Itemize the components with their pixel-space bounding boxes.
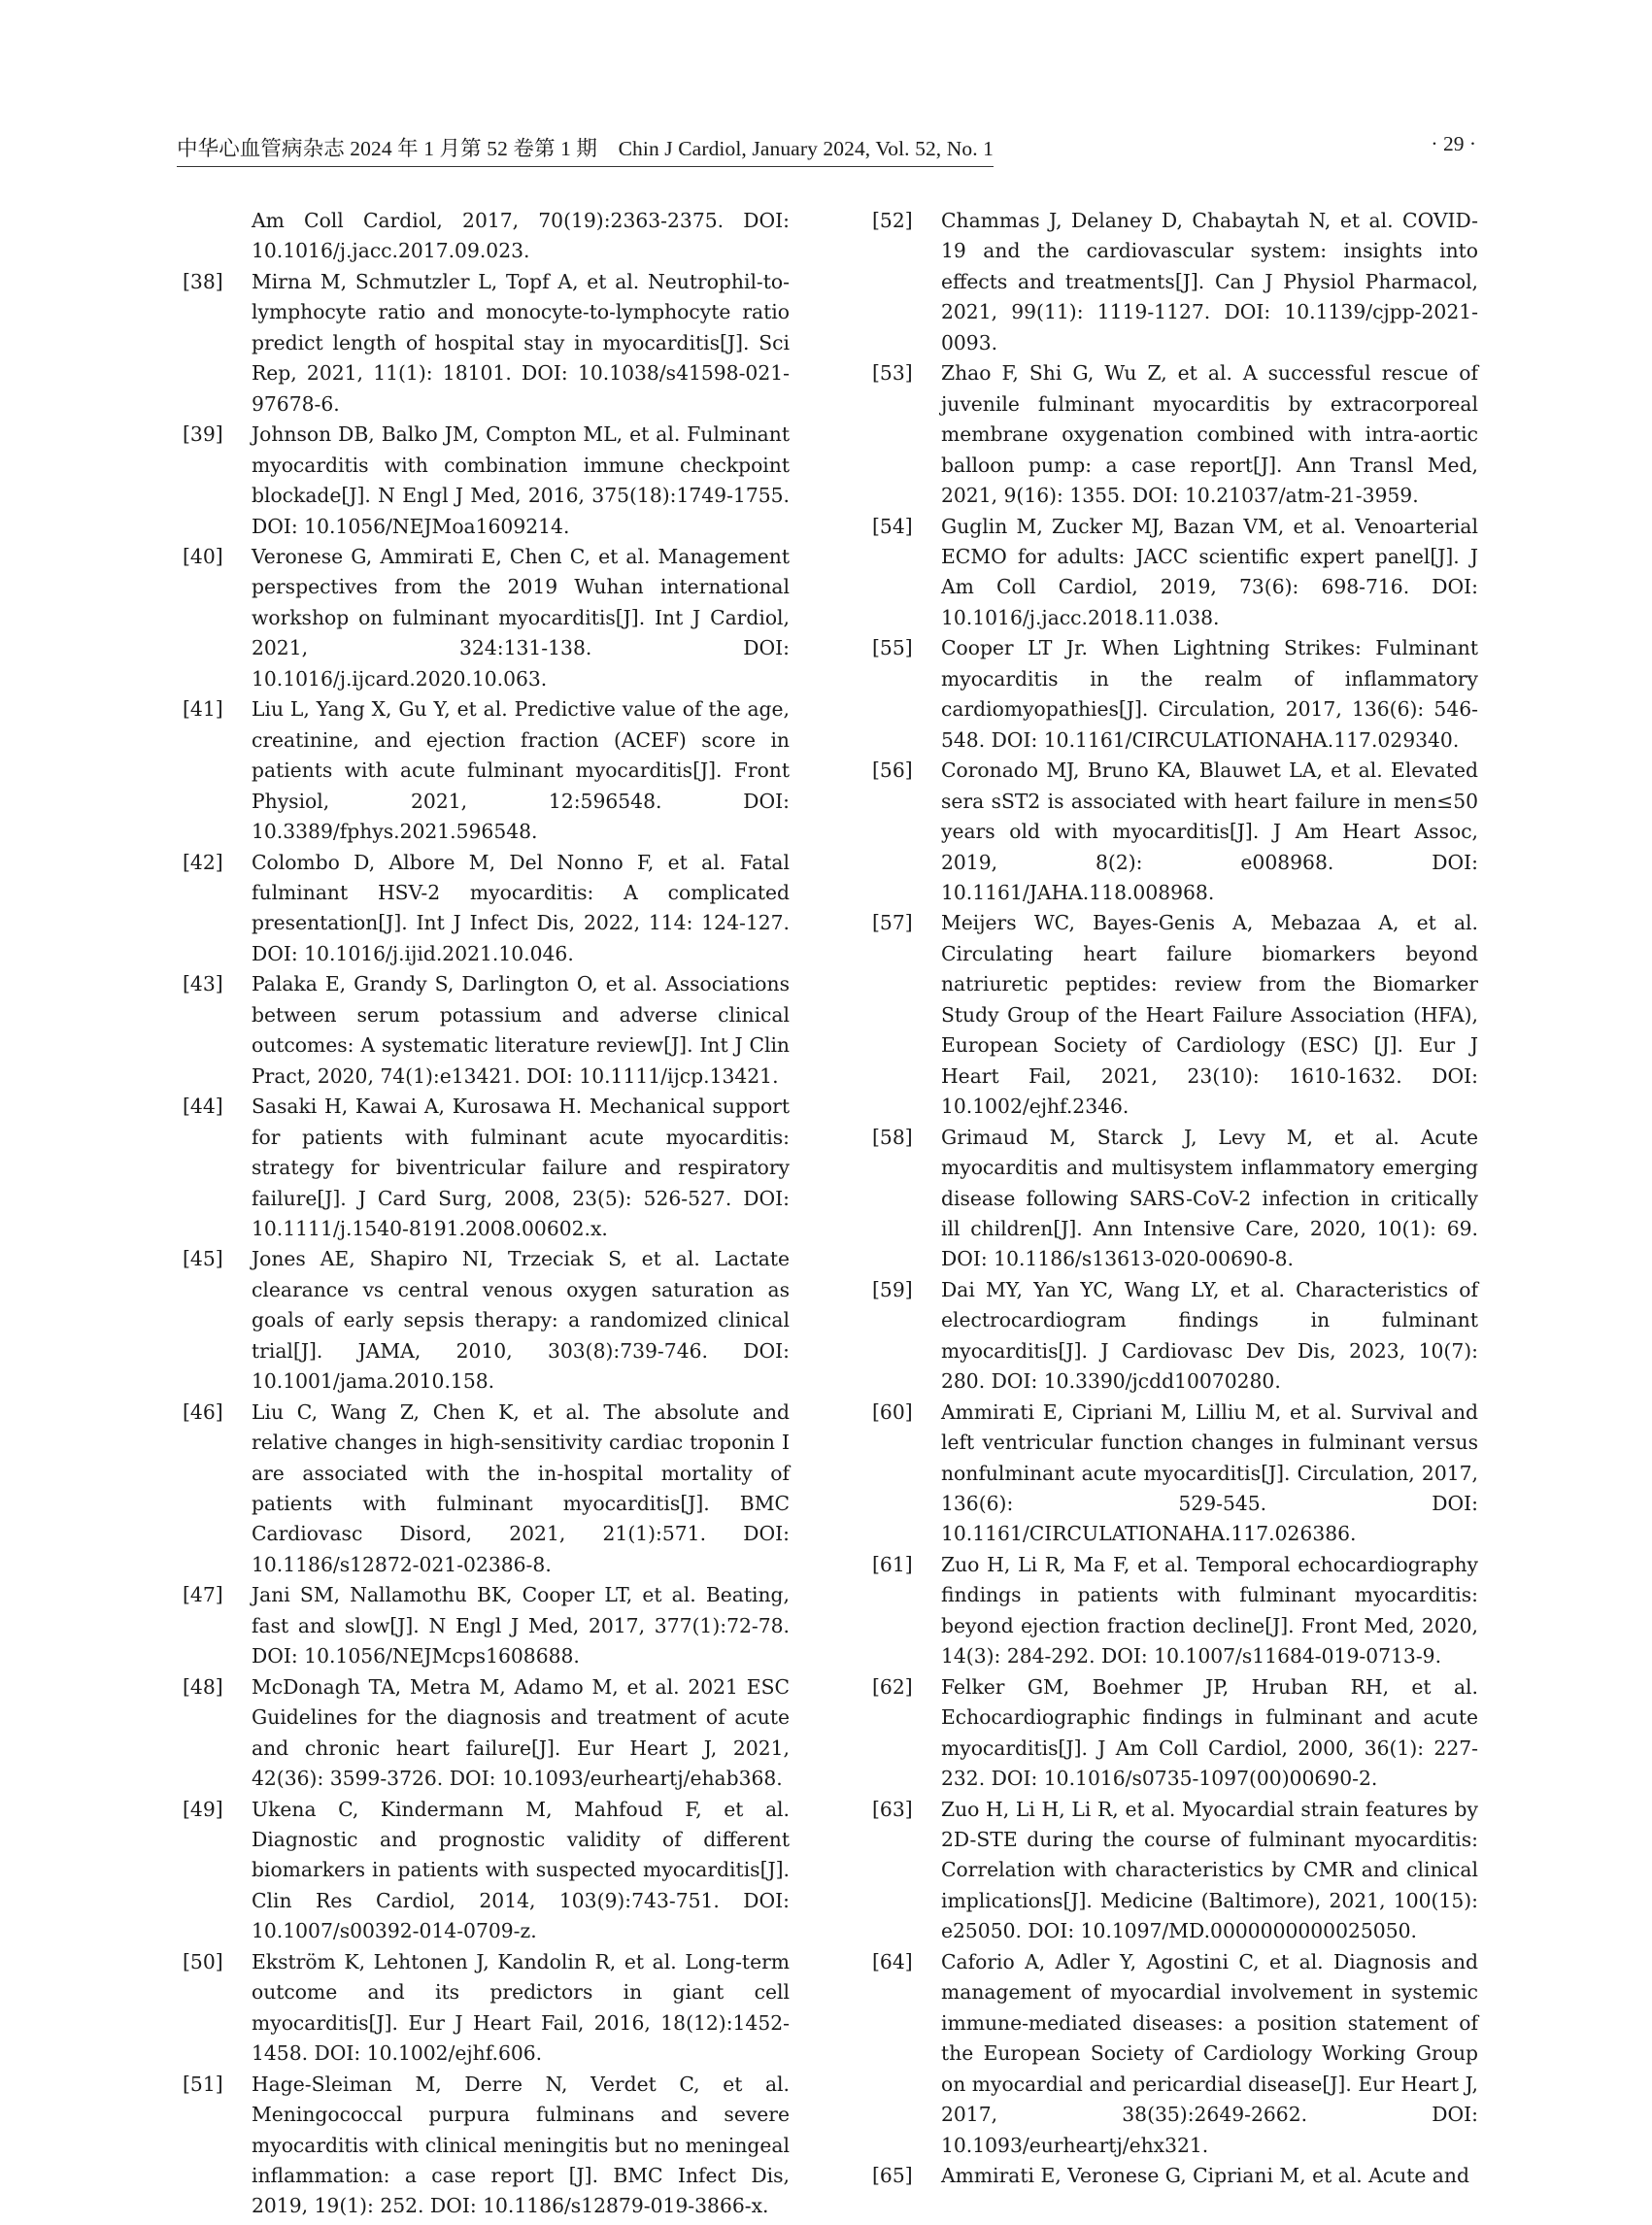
reference-text: Guglin M, Zucker MJ, Bazan VM, et al. Venoarterial ECMO for adults: JACC scientific expert panel[J]. J Am Coll Cardiol, 2019, 73(6): 698-716. DOI: 10.1016/j.jacc.2018.11.038. [941, 514, 1478, 629]
running-header [177, 132, 1476, 167]
reference-text: Hage-Sleiman M, Derre N, Verdet C, et al. Meningococcal purpura fulminans and severe myocarditis with clinical meningitis but no meningeal inflammation: a case report [J]. BMC Infect Dis, 2019, 19(1): 252. DOI: 10.1186/s12879-019-3866-x. [252, 2072, 790, 2218]
reference-number: [58] [872, 1125, 913, 1149]
reference-entry [872, 1123, 1478, 1275]
reference-text: Grimaud M, Starck J, Levy M, et al. Acute myocarditis and multisystem inflammatory emerging disease following SARS-CoV-2 infection in critically ill children[J]. Ann Intensive Care, 2020, 10(1): 69. DOI: 10.1186/s13613-020-00690-8. [941, 1125, 1478, 1271]
reference-number: [57] [872, 911, 913, 935]
reference-number: [49] [183, 1797, 223, 1821]
reference-number: [65] [872, 2164, 913, 2187]
reference-number: [44] [183, 1095, 223, 1119]
reference-text: Jones AE, Shapiro NI, Trzeciak S, et al. Lactate clearance vs central venous oxygen saturation as goals of early sepsis therapy: a randomized clinical trial[J]. JAMA, 2010, 303(8):739-746. DOI: 10.1001/jama.2010.158. [252, 1247, 790, 1394]
reference-entry [183, 2070, 790, 2222]
reference-number: [52] [872, 209, 913, 232]
reference-text: Meijers WC, Bayes-Genis A, Mebazaa A, et al. Circulating heart failure biomarkers beyond natriuretic peptides: review from the Biomarker Study Group of the Heart Failure Association (HFA), European Society of Cardiology (ESC) [J]. Eur J Heart Fail, 2021, 23(10): 1610-1632. DOI: 10.1002/ejhf.2346. [941, 911, 1478, 1119]
reference-entry [183, 848, 790, 970]
reference-continuation [183, 206, 790, 267]
reference-entry [872, 512, 1478, 634]
reference-text: Colombo D, Albore M, Del Nonno F, et al. Fatal fulminant HSV-2 myocarditis: A complicated presentation[J]. Int J Infect Dis, 2022, 114: 124-127. DOI: 10.1016/j.ijid.2021.10.046. [252, 850, 790, 965]
page-number: · 29 · [1431, 132, 1476, 155]
reference-entry [872, 908, 1478, 1122]
reference-number: [54] [872, 514, 913, 538]
reference-text: Cooper LT Jr. When Lightning Strikes: Fulminant myocarditis in the realm of inflammatory cardiomyopathies[J]. Circulation, 2017, 136(6): 546-548. DOI: 10.1161/CIRCULATIONAHA.117.029340. [941, 636, 1478, 752]
reference-entry [183, 267, 790, 420]
reference-text: Caforio A, Adler Y, Agostini C, et al. Diagnosis and management of myocardial involvement in systemic immune-mediated diseases: a position statement of the European Society of Cardiology Working Group on myocardial and pericardial disease[J]. Eur Heart J, 2017, 38(35):2649-2662. DOI: 10.1093/eurheartj/ehx321. [941, 1949, 1478, 2157]
reference-entry [183, 1672, 790, 1795]
reference-text: Sasaki H, Kawai A, Kurosawa H. Mechanical support for patients with fulminant acute myocarditis: strategy for biventricular failure and respiratory failure[J]. J Card Surg, 2008, 23(5): 526-527. DOI: 10.1111/j.1540-8191.2008.00602.x. [252, 1095, 790, 1240]
reference-text: Ammirati E, Cipriani M, Lilliu M, et al. Survival and left ventricular function changes in fulminant versus nonfulminant acute myocarditis[J]. Circulation, 2017, 136(6): 529-545. DOI: 10.1161/CIRCULATIONAHA.117.026386. [941, 1399, 1478, 1546]
reference-entry [183, 1795, 790, 1947]
reference-entry [872, 1672, 1478, 1795]
reference-text: Palaka E, Grandy S, Darlington O, et al. Associations between serum potassium and adverse clinical outcomes: A systematic literature review[J]. Int J Clin Pract, 2020, 74(1):e13421. DOI: 10.1111/ijcp.13421. [252, 972, 790, 1088]
reference-entry [872, 358, 1478, 511]
reference-entry [872, 1550, 1478, 1672]
reference-number: [40] [183, 544, 223, 568]
reference-text: Dai MY, Yan YC, Wang LY, et al. Characteristics of electrocardiogram findings in fulminant myocarditis[J]. J Cardiovasc Dev Dis, 2023, 10(7): 280. DOI: 10.3390/jcdd10070280. [941, 1277, 1478, 1394]
reference-text: Coronado MJ, Bruno KA, Blauwet LA, et al. Elevated sera sST2 is associated with heart failure in men≤50 years old with myocarditis[J]. J Am Heart Assoc, 2019, 8(2): e008968. DOI: 10.1161/JAHA.118.008968. [941, 759, 1478, 904]
reference-entry [183, 1580, 790, 1671]
reference-number: [60] [872, 1399, 913, 1424]
reference-entry [872, 2161, 1478, 2191]
reference-number: [56] [872, 759, 913, 783]
reference-entry [872, 633, 1478, 756]
reference-entry [183, 1092, 790, 1244]
reference-number: [63] [872, 1797, 913, 1821]
reference-number: [42] [183, 850, 223, 874]
reference-entry [872, 1947, 1478, 2161]
reference-text: Veronese G, Ammirati E, Chen C, et al. Management perspectives from the 2019 Wuhan international workshop on fulminant myocarditis[J]. Int J Cardiol, 2021, 324:131-138. DOI: 10.1016/j.ijcard.2020.10.063. [252, 544, 790, 691]
reference-text: Jani SM, Nallamothu BK, Cooper LT, et al. Beating, fast and slow[J]. N Engl J Med, 2017, 377(1):72-78. DOI: 10.1056/NEJMcps1608688. [252, 1583, 790, 1669]
reference-text: Ukena C, Kindermann M, Mahfoud F, et al. Diagnostic and prognostic validity of different biomarkers in patients with suspected myocarditis[J]. Clin Res Cardiol, 2014, 103(9):743-751. DOI: 10.1007/s00392-014-0709-z. [252, 1797, 790, 1943]
reference-text: Am Coll Cardiol, 2017, 70(19):2363-2375. DOI: 10.1016/j.jacc.2017.09.023. [252, 209, 790, 263]
reference-entry [872, 1398, 1478, 1550]
reference-entry [872, 1795, 1478, 1947]
reference-entry [183, 542, 790, 694]
reference-number: [53] [872, 361, 913, 386]
reference-text: McDonagh TA, Metra M, Adamo M, et al. 2021 ESC Guidelines for the diagnosis and treatment of acute and chronic heart failure[J]. Eur Heart J, 2021, 42(36): 3599-3726. DOI: 10.1093/eurheartj/ehab368. [252, 1674, 790, 1791]
reference-number: [39] [183, 422, 223, 447]
reference-entry [183, 420, 790, 542]
reference-entry [872, 756, 1478, 908]
reference-number: [59] [872, 1277, 913, 1301]
reference-number: [47] [183, 1583, 223, 1607]
reference-list-left-column [183, 206, 790, 2222]
reference-list-right-column [872, 206, 1478, 2191]
reference-number: [50] [183, 1949, 223, 1973]
reference-number: [55] [872, 636, 913, 660]
reference-number: [38] [183, 269, 223, 293]
reference-entry [183, 1947, 790, 2070]
reference-text: Ammirati E, Veronese G, Cipriani M, et al. Acute and [941, 2164, 1469, 2187]
reference-number: [62] [872, 1674, 913, 1699]
reference-number: [43] [183, 972, 223, 996]
reference-text: Liu L, Yang X, Gu Y, et al. Predictive value of the age, creatinine, and ejection fraction (ACEF) score in patients with acute fulminant myocarditis[J]. Front Physiol, 2021, 12:596548. DOI: 10.3389/fphys.2021.596548. [252, 697, 790, 844]
reference-text: Liu C, Wang Z, Chen K, et al. The absolute and relative changes in high-sensitivity cardiac troponin Ⅰ are associated with the in-hospital mortality of patients with fulminant myocarditis[J]. BMC Cardiovasc Disord, 2021, 21(1):571. DOI: 10.1186/s12872-021-02386-8. [252, 1399, 790, 1576]
journal-citation-line: 中华心血管病杂志 2024 年 1 月第 52 卷第 1 期 Chin J Cardiol, January 2024, Vol. 52, No. 1 [177, 132, 994, 167]
reference-number: [48] [183, 1674, 223, 1699]
reference-text: Zuo H, Li R, Ma F, et al. Temporal echocardiography findings in patients with fulminant myocarditis: beyond ejection fraction decline[J]. Front Med, 2020, 14(3): 284-292. DOI: 10.1007/s11684-019-0713-9. [941, 1552, 1478, 1669]
reference-text: Ekström K, Lehtonen J, Kandolin R, et al. Long-term outcome and its predictors in giant cell myocarditis[J]. Eur J Heart Fail, 2016, 18(12):1452-1458. DOI: 10.1002/ejhf.606. [252, 1949, 790, 2066]
reference-number: [61] [872, 1552, 913, 1576]
reference-entry [872, 1275, 1478, 1398]
reference-text: Zuo H, Li H, Li R, et al. Myocardial strain features by 2D-STE during the course of fulminant myocarditis: Correlation with characteristics by CMR and clinical implications[J]. Medicine (Baltimore), 2021, 100(15): e25050. DOI: 10.1097/MD.0000000000025050. [941, 1797, 1478, 1943]
reference-number: [46] [183, 1399, 223, 1424]
reference-text: Zhao F, Shi G, Wu Z, et al. A successful rescue of juvenile fulminant myocarditis by extracorporeal membrane oxygenation combined with intra-aortic balloon pump: a case report[J]. Ann Transl Med, 2021, 9(16): 1355. DOI: 10.21037/atm-21-3959. [941, 361, 1478, 508]
reference-text: Felker GM, Boehmer JP, Hruban RH, et al. Echocardiographic findings in fulminant and acute myocarditis[J]. J Am Coll Cardiol, 2000, 36(1): 227-232. DOI: 10.1016/s0735-1097(00)00690-2. [941, 1674, 1478, 1791]
reference-entry [183, 1244, 790, 1397]
reference-entry [183, 694, 790, 847]
reference-text: Mirna M, Schmutzler L, Topf A, et al. Neutrophil-to-lymphocyte ratio and monocyte-to-lymphocyte ratio predict length of hospital stay in myocarditis[J]. Sci Rep, 2021, 11(1): 18101. DOI: 10.1038/s41598-021-97678-6. [252, 269, 790, 416]
reference-text: Chammas J, Delaney D, Chabaytah N, et al. COVID-19 and the cardiovascular system: insights into effects and treatments[J]. Can J Physiol Pharmacol, 2021, 99(11): 1119-1127. DOI: 10.1139/cjpp-2021-0093. [941, 209, 1478, 354]
reference-number: [64] [872, 1949, 913, 1973]
reference-number: [41] [183, 697, 223, 722]
reference-number: [51] [183, 2072, 223, 2096]
reference-entry [183, 1398, 790, 1581]
reference-number: [45] [183, 1247, 223, 1271]
reference-entry [183, 969, 790, 1092]
reference-text: Johnson DB, Balko JM, Compton ML, et al. Fulminant myocarditis with combination immune checkpoint blockade[J]. N Engl J Med, 2016, 375(18):1749-1755. DOI: 10.1056/NEJMoa1609214. [252, 422, 790, 538]
reference-entry [872, 206, 1478, 358]
